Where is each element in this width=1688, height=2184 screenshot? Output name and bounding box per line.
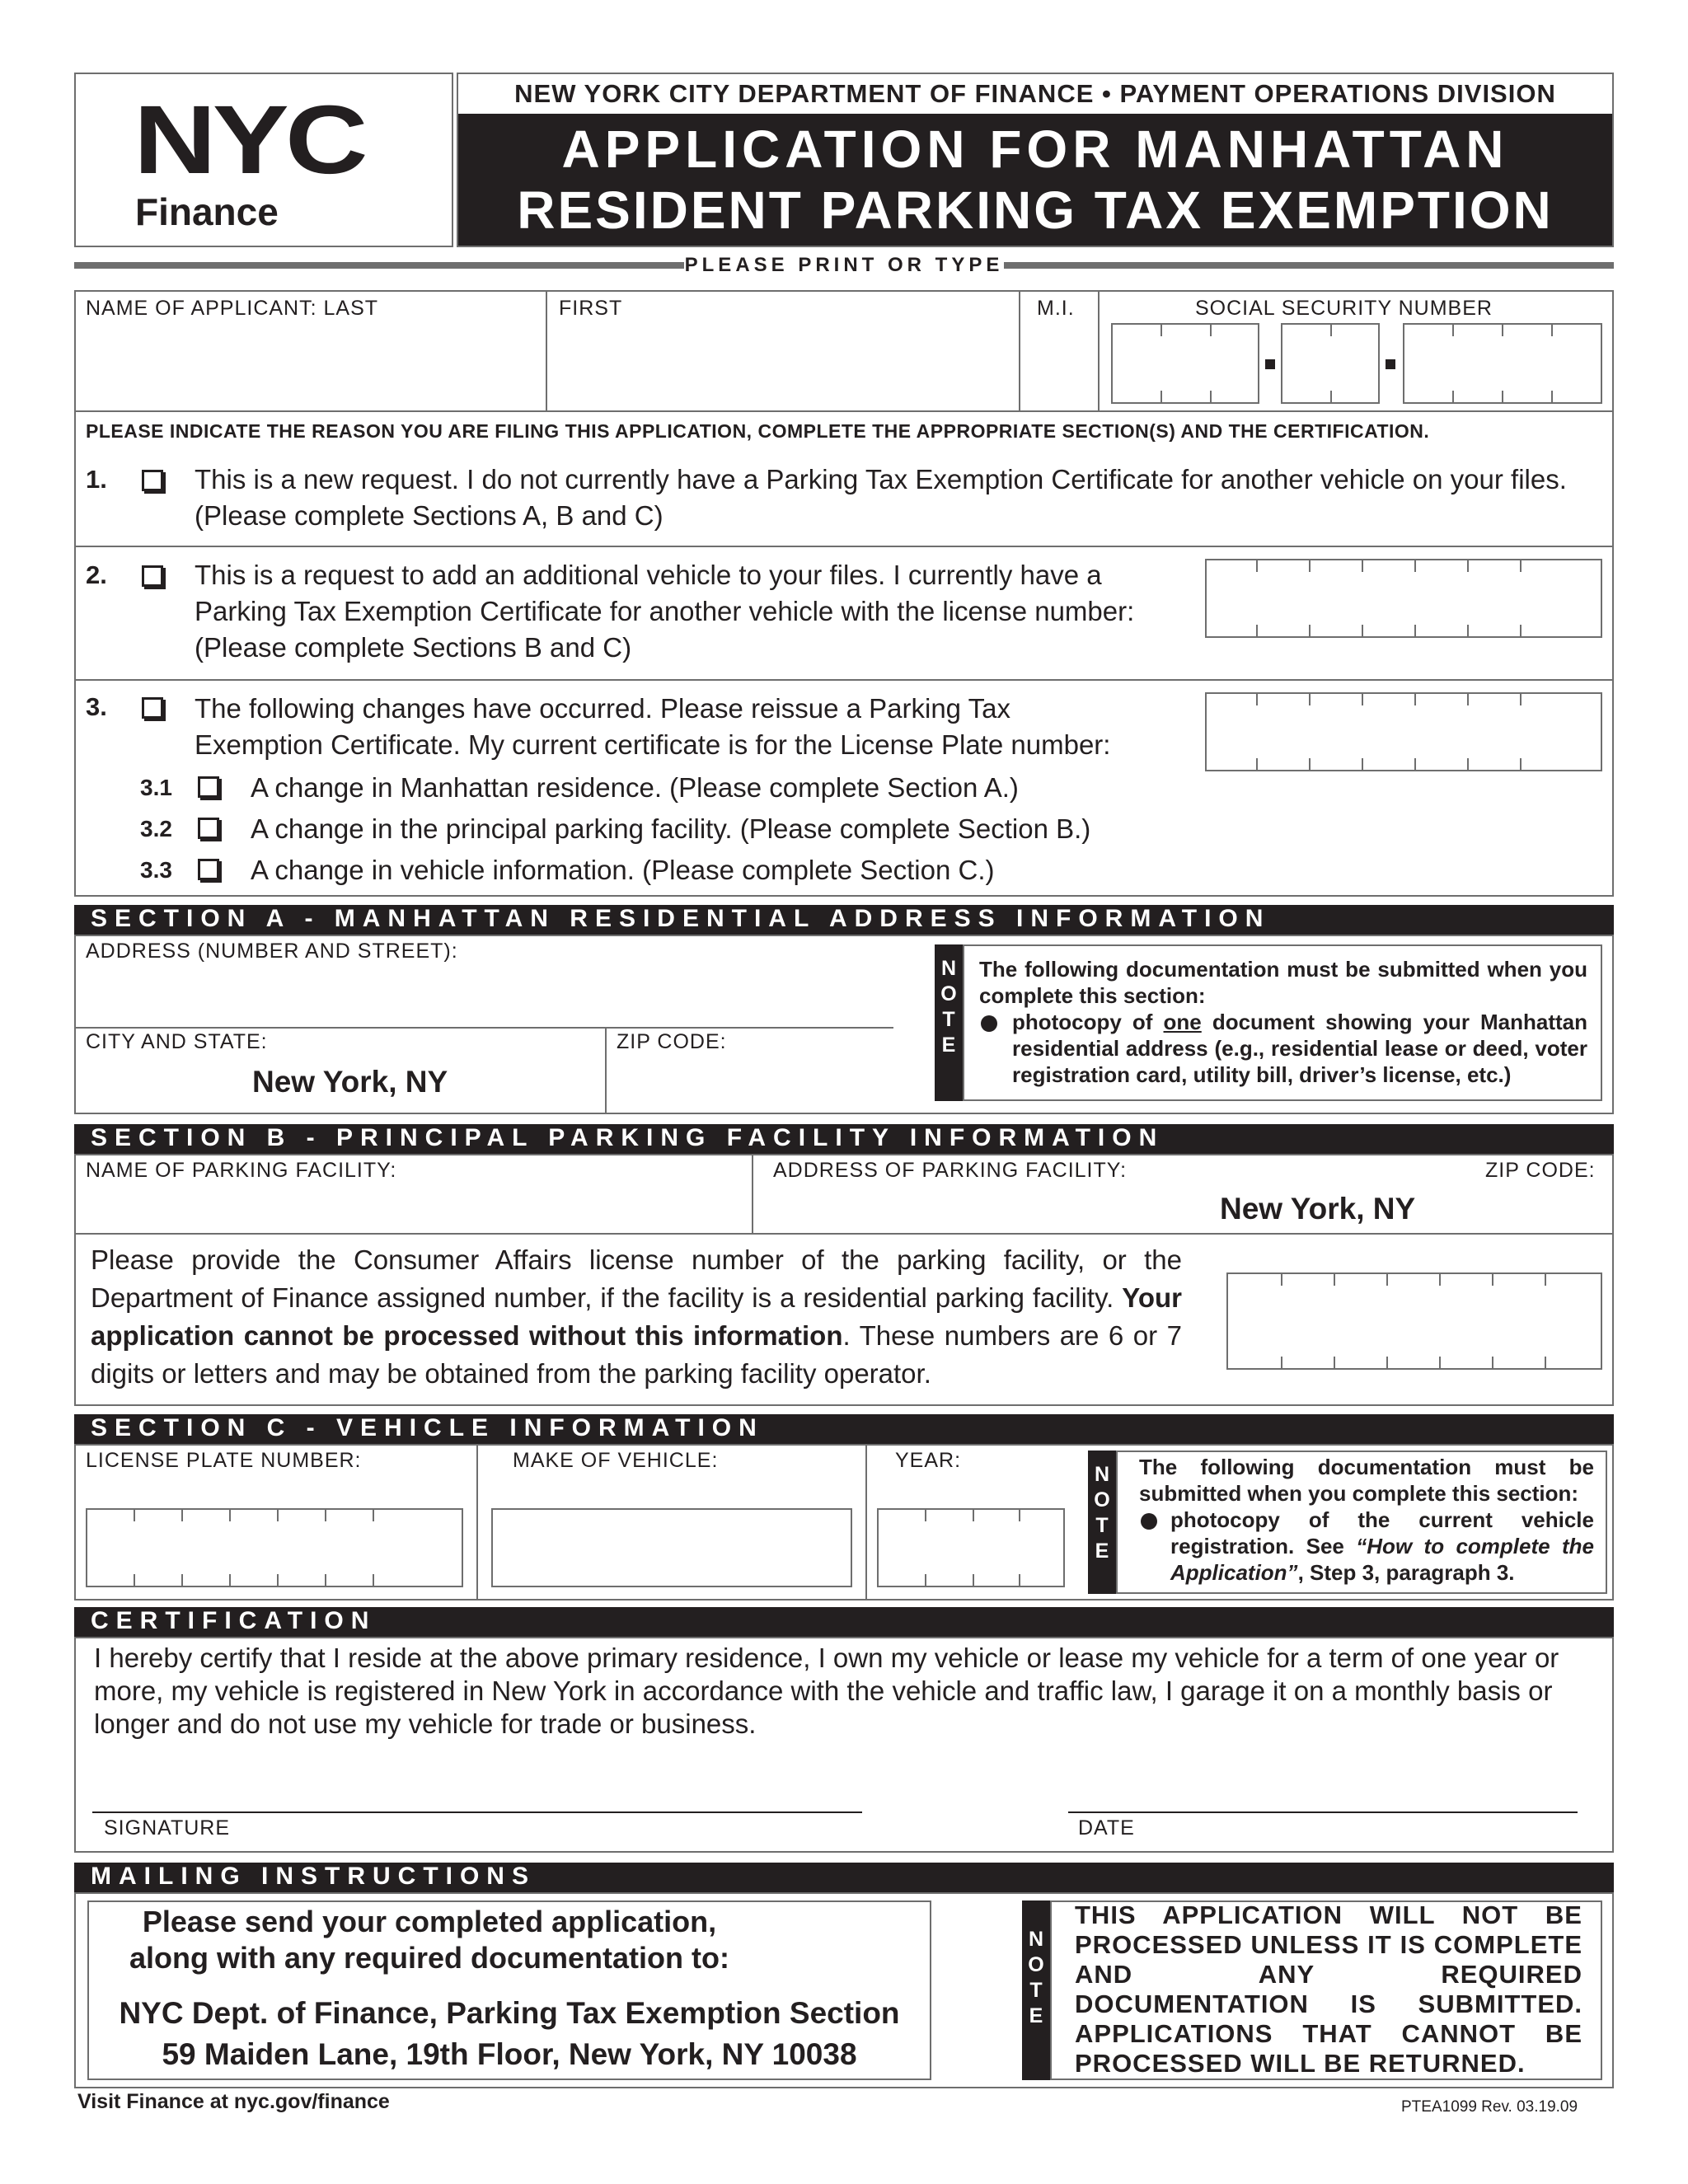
- section-b-paragraph-part1: Please provide the Consumer Affairs license number of the parking facility, or the Department of Finance assigned number, if the facility is a residential parking facility.: [91, 1244, 1182, 1313]
- section-a-note-tab: N O T E: [935, 944, 963, 1101]
- last-name-field[interactable]: [79, 326, 541, 405]
- vehicle-make-field[interactable]: [491, 1508, 852, 1587]
- footer-form-id: PTEA1099 Rev. 03.19.09: [1401, 2098, 1578, 2116]
- section-b-paragraph: [91, 1241, 1182, 1393]
- zip-code-field[interactable]: [612, 1060, 889, 1109]
- license-plate-field[interactable]: [86, 1508, 463, 1587]
- mailing-line2: along with any required documentation to:: [129, 1941, 729, 1975]
- parking-facility-name-label: NAME OF PARKING FACILITY:: [86, 1159, 397, 1182]
- print-instruction: PLEASE PRINT OR TYPE: [684, 254, 1004, 276]
- vehicle-year-field[interactable]: [877, 1508, 1065, 1587]
- section-a-note-bullet: [1012, 1009, 1587, 1088]
- section-c-note-tab: N O T E: [1088, 1451, 1116, 1594]
- section-b-name-address-divider: [752, 1154, 753, 1235]
- form-title-line1: APPLICATION FOR MANHATTAN: [561, 120, 1509, 179]
- reason-instruction: PLEASE INDICATE THE REASON YOU ARE FILING THIS APPLICATION, COMPLETE THE APPROPRIATE SECTION(S) AND THE CERTIFICATION.: [86, 420, 1430, 442]
- reason-2-line3: (Please complete Sections B and C): [195, 632, 632, 663]
- ssn-field-part1[interactable]: [1111, 323, 1259, 404]
- parking-facility-name-field[interactable]: [79, 1187, 747, 1231]
- last-name-label: NAME OF APPLICANT: LAST: [86, 297, 379, 320]
- certification-text: I hereby certify that I reside at the above primary residence, I own my vehicle or lease my vehicle for a term of one year or more, my vehicle is registered in New York in accordance with the vehicle and traffic law, I garage it on a monthly basis or longer and do not use my vehicle for trade or business.: [94, 1643, 1559, 1739]
- reason-3-license-field[interactable]: [1205, 692, 1602, 771]
- section-c-header: SECTION C - VEHICLE INFORMATION: [74, 1414, 1614, 1444]
- consumer-affairs-license-field[interactable]: [1226, 1272, 1602, 1370]
- parking-facility-address-field[interactable]: [758, 1187, 1609, 1231]
- vdiv-first: [546, 290, 547, 410]
- nyc-logo: NYC: [134, 86, 364, 194]
- certification-header: CERTIFICATION: [74, 1607, 1614, 1637]
- mailing-address-line1: NYC Dept. of Finance, Parking Tax Exemption Section: [119, 1996, 900, 2030]
- reason-2-line1: This is a request to add an additional vehicle to your files. I currently have a: [195, 560, 1102, 590]
- ssn-separator-2: [1386, 359, 1395, 369]
- section-c-note-bullet-post: , Step 3, paragraph 3.: [1297, 1560, 1515, 1585]
- parking-facility-city-value[interactable]: New York, NY: [1220, 1192, 1416, 1226]
- section-a-note-bullet-underlined: one: [1163, 1010, 1202, 1034]
- section-a-header: SECTION A - MANHATTAN RESIDENTIAL ADDRESS INFORMATION: [74, 905, 1614, 935]
- mailing-line1: Please send your completed application,: [142, 1905, 717, 1938]
- reason-2-number: 2.: [86, 560, 107, 589]
- section-b-paragraph-part2: . These numbers are 6 or 7 digits or letters and may be obtained from the parking facility operator.: [91, 1320, 1182, 1389]
- vdiv-ssn: [1098, 290, 1100, 410]
- vehicle-year-label: YEAR:: [895, 1449, 962, 1472]
- reason-2-line2: Parking Tax Exemption Certificate for another vehicle with the license number:: [195, 596, 1135, 626]
- signature-label: SIGNATURE: [104, 1816, 230, 1840]
- reason-3-1-checkbox[interactable]: [198, 776, 219, 798]
- section-c-note-bullet-italic: “How to complete the Application”: [1170, 1534, 1594, 1585]
- reason-2-license-field[interactable]: [1205, 559, 1602, 638]
- ssn-field-part3[interactable]: [1403, 323, 1602, 404]
- reason-divider-1: [74, 546, 1614, 547]
- reason-1-line1: This is a new request. I do not currently have a Parking Tax Exemption Certificate for another vehicle on your files.: [195, 464, 1567, 494]
- first-name-label: FIRST: [559, 297, 623, 320]
- reason-3-3-checkbox[interactable]: [198, 859, 219, 880]
- print-rule-right: [1004, 262, 1614, 269]
- bullet-icon: [1141, 1513, 1157, 1530]
- mailing-note-text: THIS APPLICATION WILL NOT BE PROCESSED UNLESS IT IS COMPLETE AND ANY REQUIRED DOCUMENTATION IS SUBMITTED. APPLICATIONS THAT CANNOT BE PROCESSED WILL BE RETURNED.: [1075, 1900, 1582, 2078]
- reason-3-2-number: 3.2: [140, 816, 172, 841]
- parking-facility-address-label: ADDRESS OF PARKING FACILITY:: [773, 1159, 1128, 1182]
- section-a-city-zip-divider: [605, 1027, 607, 1114]
- parking-facility-zip-label: ZIP CODE:: [1485, 1159, 1596, 1182]
- mailing-note-tab: N O T E: [1022, 1900, 1050, 2080]
- bullet-icon: [981, 1015, 997, 1032]
- section-c-note-intro: The following documentation must be submitted when you complete this section:: [1139, 1455, 1594, 1506]
- reason-3-1-text: A change in Manhattan residence. (Please complete Section A.): [251, 772, 1019, 803]
- section-a-row-divider: [74, 1027, 893, 1029]
- middle-initial-label: M.I.: [1037, 297, 1075, 320]
- section-a-note-intro: The following documentation must be submitted when you complete this section:: [979, 957, 1587, 1008]
- reason-3-3-number: 3.3: [140, 857, 172, 883]
- section-a-note-bullet-pre: photocopy of: [1012, 1010, 1164, 1034]
- section-c-divider-1: [476, 1444, 478, 1601]
- section-a-note-bullet-post: document showing your Manhattan residential address (e.g., residential lease or deed, voter registration card, utility bill, driver’s license, etc.): [1012, 1010, 1587, 1087]
- vehicle-make-label: MAKE OF VEHICLE:: [513, 1449, 719, 1472]
- section-c-note-bullet-pre: photocopy of the current vehicle registration. See: [1170, 1507, 1594, 1558]
- first-name-field[interactable]: [551, 326, 1014, 405]
- mailing-header: MAILING INSTRUCTIONS: [74, 1863, 1614, 1892]
- reason-3-line2: Exemption Certificate. My current certificate is for the License Plate number:: [195, 729, 1111, 760]
- ssn-field-part2[interactable]: [1281, 323, 1380, 404]
- footer-website[interactable]: Visit Finance at nyc.gov/finance: [77, 2090, 390, 2113]
- address-label: ADDRESS (NUMBER AND STREET):: [86, 940, 458, 963]
- applicant-row-divider: [74, 410, 1614, 412]
- city-state-value[interactable]: New York, NY: [252, 1065, 448, 1099]
- reason-3-checkbox[interactable]: [142, 697, 163, 719]
- reason-3-2-checkbox[interactable]: [198, 818, 219, 839]
- logo-box: [74, 73, 453, 247]
- section-c-divider-2: [865, 1444, 867, 1601]
- reason-3-line1: The following changes have occurred. Please reissue a Parking Tax: [195, 693, 1010, 724]
- print-rule-left: [74, 262, 684, 269]
- reason-3-number: 3.: [86, 692, 107, 721]
- section-b-header: SECTION B - PRINCIPAL PARKING FACILITY INFORMATION: [74, 1124, 1614, 1154]
- form-title-line2: RESIDENT PARKING TAX EXEMPTION: [517, 180, 1554, 240]
- license-plate-label: LICENSE PLATE NUMBER:: [86, 1449, 362, 1472]
- reason-1-line2: (Please complete Sections A, B and C): [195, 500, 663, 531]
- department-line: NEW YORK CITY DEPARTMENT OF FINANCE • PAYMENT OPERATIONS DIVISION: [514, 79, 1556, 108]
- reason-3-3-text: A change in vehicle information. (Please complete Section C.): [251, 855, 995, 885]
- vdiv-mi: [1019, 290, 1020, 410]
- section-c-note-bullet: [1170, 1507, 1594, 1586]
- reason-divider-2: [74, 679, 1614, 681]
- address-field[interactable]: [79, 969, 890, 1025]
- date-line[interactable]: [1068, 1811, 1578, 1813]
- finance-logo-text: Finance: [135, 190, 279, 233]
- middle-initial-field[interactable]: [1024, 326, 1093, 405]
- reason-3-2-text: A change in the principal parking facility. (Please complete Section B.): [251, 813, 1091, 844]
- mailing-address-line2: 59 Maiden Lane, 19th Floor, New York, NY 10038: [162, 2037, 857, 2071]
- ssn-separator-1: [1265, 359, 1275, 369]
- signature-line[interactable]: [92, 1811, 862, 1813]
- reason-1-number: 1.: [86, 465, 107, 494]
- zip-code-label: ZIP CODE:: [617, 1030, 727, 1053]
- ssn-label: SOCIAL SECURITY NUMBER: [1195, 297, 1493, 320]
- section-b-row-divider: [74, 1233, 1614, 1235]
- city-state-label: CITY AND STATE:: [86, 1030, 268, 1053]
- section-b-paragraph-bold: Your application cannot be processed without this information: [91, 1282, 1182, 1351]
- reason-2-checkbox[interactable]: [142, 565, 163, 587]
- reason-1-checkbox[interactable]: [142, 470, 163, 491]
- reason-3-1-number: 3.1: [140, 775, 172, 800]
- date-label: DATE: [1078, 1816, 1135, 1840]
